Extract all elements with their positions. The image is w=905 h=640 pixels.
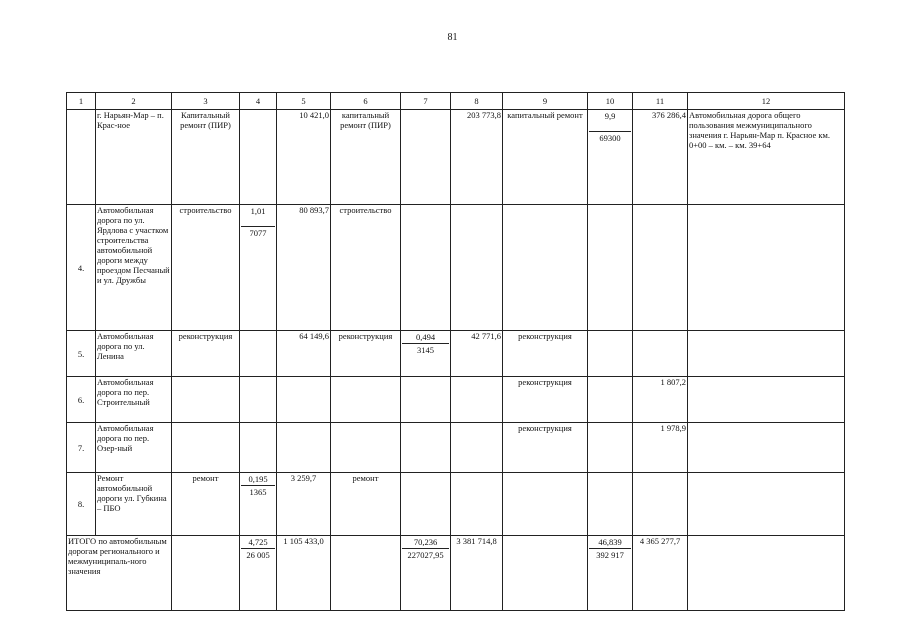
- cost-cell: 1 807,2: [633, 377, 688, 423]
- cost-cell: [633, 205, 688, 331]
- length-km: 0,195: [248, 474, 268, 484]
- cost-cell: 376 286,4: [633, 110, 688, 205]
- work-type: ремонт: [331, 473, 401, 536]
- total-cost-cell: 4 365 277,7: [633, 536, 688, 611]
- row-number: 6.: [67, 377, 96, 423]
- area-value: 1365: [241, 485, 275, 498]
- work-type: [331, 536, 401, 611]
- length-cell: [588, 536, 633, 611]
- total-area-value: 227027,95: [402, 548, 449, 561]
- column-header: 2: [96, 93, 172, 110]
- road-name: Автомобильная дорога по ул. Ленина: [96, 331, 172, 377]
- table-row: [67, 423, 845, 473]
- cost-cell: [277, 377, 331, 423]
- work-type: [331, 423, 401, 473]
- total-area-value: 26 005: [241, 548, 275, 561]
- column-header: 3: [172, 93, 240, 110]
- total-length-km: 70,236: [413, 537, 438, 547]
- cost-cell: 80 893,7: [277, 205, 331, 331]
- length-cell: [240, 377, 277, 423]
- length-cell: [401, 473, 451, 536]
- cost-cell: [451, 473, 503, 536]
- work-type: [503, 473, 588, 536]
- cost-cell: 10 421,0: [277, 110, 331, 205]
- length-cell: [588, 205, 633, 331]
- row-number: [67, 110, 96, 205]
- note-cell: [688, 205, 845, 331]
- work-type: реконструкция: [503, 423, 588, 473]
- note-cell: [688, 473, 845, 536]
- road-name: Автомобильная дорога по пер. Строительный: [96, 377, 172, 423]
- column-header: 9: [503, 93, 588, 110]
- length-cell: [401, 377, 451, 423]
- note-cell: [688, 331, 845, 377]
- cost-cell: [451, 205, 503, 331]
- total-row: [67, 536, 845, 611]
- cost-cell: [277, 423, 331, 473]
- cost-cell: 42 771,6: [451, 331, 503, 377]
- note-cell: [688, 423, 845, 473]
- column-header: 4: [240, 93, 277, 110]
- row-number: 4.: [67, 205, 96, 331]
- length-cell: [401, 205, 451, 331]
- length-km: 1,01: [250, 206, 266, 216]
- work-type: [172, 423, 240, 473]
- column-header: 1: [67, 93, 96, 110]
- road-name: Автомобильная дорога по пер. Озер-ный: [96, 423, 172, 473]
- work-type: [503, 205, 588, 331]
- road-name: Ремонт автомобильной дороги ул. Губкина – ПБО: [96, 473, 172, 536]
- column-header: 12: [688, 93, 845, 110]
- work-type: Капитальный ремонт (ПИР): [172, 110, 240, 205]
- cost-cell: 203 773,8: [451, 110, 503, 205]
- road-name: г. Нарьян-Мар – п. Крас-ное: [96, 110, 172, 205]
- cost-cell: [633, 331, 688, 377]
- work-type: [331, 377, 401, 423]
- length-cell: [240, 110, 277, 205]
- page-number: 81: [447, 32, 458, 43]
- length-cell: [240, 205, 277, 331]
- cost-cell: 3 259,7: [277, 473, 331, 536]
- length-cell: [401, 536, 451, 611]
- length-cell: [401, 331, 451, 377]
- work-type: строительство: [172, 205, 240, 331]
- length-cell: [240, 473, 277, 536]
- note-cell: [688, 536, 845, 611]
- cost-cell: 64 149,6: [277, 331, 331, 377]
- note-cell: Автомобильная дорога общего пользования межмуниципального значения г. Нарьян-Мар п. Красное км. 0+00 – км. – км. 39+64: [688, 110, 845, 205]
- total-cost-cell: 3 381 714,8: [451, 536, 503, 611]
- length-cell: [588, 423, 633, 473]
- column-header: 8: [451, 93, 503, 110]
- column-header: 10: [588, 93, 633, 110]
- table-row: [67, 110, 845, 205]
- work-type: реконструкция: [172, 331, 240, 377]
- total-length-km: 4,725: [248, 537, 268, 547]
- length-km: 9,9: [604, 111, 616, 121]
- note-cell: [688, 377, 845, 423]
- length-cell: [240, 331, 277, 377]
- length-cell: [588, 331, 633, 377]
- length-cell: [240, 423, 277, 473]
- column-header: 5: [277, 93, 331, 110]
- road-works-table: [66, 92, 845, 611]
- row-number: 5.: [67, 331, 96, 377]
- work-type: капитальный ремонт (ПИР): [331, 110, 401, 205]
- cost-cell: [451, 377, 503, 423]
- total-length-km: 46,839: [598, 537, 622, 547]
- length-km: 0,494: [415, 332, 436, 342]
- total-label: ИТОГО по автомобильным дорогам регионального и межмуниципаль-ного значения: [67, 536, 172, 611]
- table-row: [67, 377, 845, 423]
- table-row: [67, 473, 845, 536]
- table-header-row: [67, 93, 845, 110]
- cost-cell: 1 978,9: [633, 423, 688, 473]
- work-type: [172, 536, 240, 611]
- row-number: 8.: [67, 473, 96, 536]
- work-type: строительство: [331, 205, 401, 331]
- road-name: Автомобильная дорога по ул. Ярдлова с участком строительства автомобильной дороги между проездом Песчаный и ул. Дружбы: [96, 205, 172, 331]
- row-number: 7.: [67, 423, 96, 473]
- length-cell: [401, 110, 451, 205]
- cost-cell: [633, 473, 688, 536]
- work-type: ремонт: [172, 473, 240, 536]
- work-type: реконструкция: [503, 377, 588, 423]
- length-cell: [588, 377, 633, 423]
- table-row: [67, 331, 845, 377]
- length-cell: [240, 536, 277, 611]
- length-cell: [401, 423, 451, 473]
- area-value: 69300: [589, 131, 631, 144]
- column-header: 7: [401, 93, 451, 110]
- area-value: 7077: [241, 226, 275, 239]
- column-header: 11: [633, 93, 688, 110]
- area-value: 3145: [402, 343, 449, 356]
- work-type: [503, 536, 588, 611]
- work-type: капитальный ремонт: [503, 110, 588, 205]
- total-cost-cell: 1 105 433,0: [277, 536, 331, 611]
- work-type: реконструкция: [503, 331, 588, 377]
- total-area-value: 392 917: [589, 548, 631, 561]
- cost-cell: [451, 423, 503, 473]
- work-type: реконструкция: [331, 331, 401, 377]
- length-cell: [588, 473, 633, 536]
- column-header: 6: [331, 93, 401, 110]
- length-cell: [588, 110, 633, 205]
- work-type: [172, 377, 240, 423]
- table-row: [67, 205, 845, 331]
